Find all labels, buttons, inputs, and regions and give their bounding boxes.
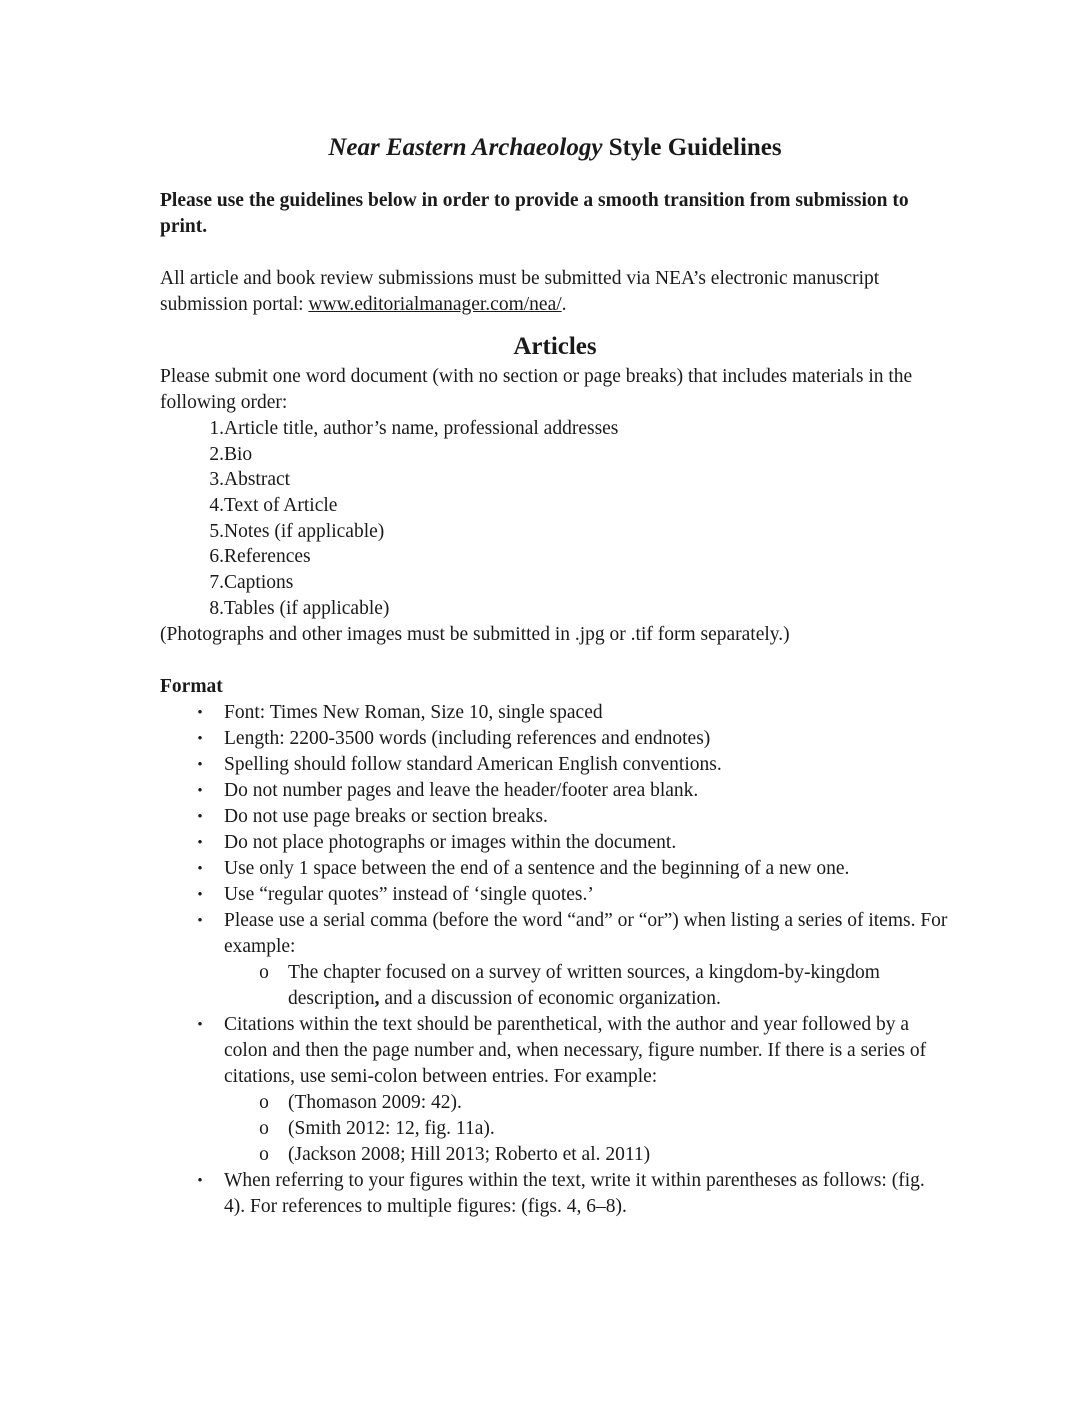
list-item: • When referring to your figures within the text, write it within parentheses as follows: (fig. 4). For references to multiple figures: (figs. 4, 6–8).	[160, 1168, 950, 1220]
list-item-text: Text of Article	[224, 495, 338, 517]
list-item: 4. Text of Article	[160, 493, 950, 519]
list-item: o (Smith 2012: 12, fig. 11a).	[224, 1116, 950, 1142]
submission-period: .	[561, 294, 567, 315]
list-item: • Font: Times New Roman, Size 10, single spaced	[160, 700, 950, 726]
circle-bullet-icon: o	[259, 1143, 269, 1165]
submission-text: All article and book review submissions must be submitted via NEA’s electronic manuscript submission portal:	[160, 268, 880, 315]
list-item: 3. Abstract	[160, 467, 950, 493]
list-item-text: Abstract	[224, 469, 291, 491]
portal-link[interactable]: www.editorialmanager.com/nea/	[308, 294, 562, 315]
list-item: • Use “regular quotes” instead of ‘single quotes.’	[160, 882, 950, 908]
bullet-icon: •	[197, 782, 203, 799]
list-item-text: Article title, author’s name, professional addresses	[224, 418, 619, 439]
list-item: 8. Tables (if applicable)	[160, 596, 950, 622]
bullet-icon: •	[197, 912, 203, 929]
articles-heading: Articles	[513, 333, 597, 360]
bullet-icon: •	[197, 834, 203, 851]
list-item: 6. References	[160, 544, 950, 570]
images-note: (Photographs and other images must be submitted in .jpg or .tif form separately.)	[160, 623, 790, 645]
list-item-text: Captions	[224, 572, 294, 594]
list-item: 5. Notes (if applicable)	[160, 519, 950, 545]
list-item: o (Jackson 2008; Hill 2013; Roberto et al. 2011)	[224, 1142, 950, 1168]
bullet-icon: •	[197, 1016, 203, 1033]
articles-lead: Please submit one word document (with no section or page breaks) that includes materials in the following order:	[160, 366, 913, 413]
submission-note	[160, 266, 950, 318]
list-item-text: References	[224, 546, 311, 568]
list-item: 7. Captions	[160, 570, 950, 596]
list-item: o The chapter focused on a survey of written sources, a kingdom-by-kingdom description, and a discussion of economic organization.	[224, 960, 950, 1012]
document-title	[160, 128, 950, 168]
bullet-icon: •	[197, 886, 203, 903]
list-item-text: Bio	[224, 443, 253, 465]
document-content	[160, 124, 950, 1220]
list-item-text: Tables (if applicable)	[224, 597, 390, 619]
list-item: • Please use a serial comma (before the word “and” or “or”) when listing a series of items. For example: o The chapter focused on a survey of written sources, a kingdom-by-kingdom description, and a discussion of economic organization.	[160, 908, 950, 1012]
submission-order-list	[160, 416, 950, 622]
list-item: • Do not number pages and leave the header/footer area blank.	[160, 778, 950, 804]
list-item: o (Thomason 2009: 42).	[224, 1090, 950, 1116]
list-item: 1. Article title, author’s name, professional addresses	[160, 416, 950, 442]
bullet-icon: •	[197, 808, 203, 825]
citation-example-list	[224, 1090, 950, 1168]
list-item: • Do not place photographs or images within the document.	[160, 830, 950, 856]
journal-name: Near Eastern Archaeology	[328, 134, 603, 161]
bullet-icon: •	[197, 704, 203, 721]
circle-bullet-icon: o	[259, 1091, 269, 1113]
format-heading: Format	[160, 675, 223, 697]
intro-notice: Please use the guidelines below in order to provide a smooth transition from submission to print.	[160, 190, 909, 237]
format-rules-list	[160, 700, 950, 1220]
circle-bullet-icon: o	[259, 1117, 269, 1139]
serial-comma-example-list	[224, 960, 950, 1012]
title-rest: Style Guidelines	[602, 134, 782, 161]
bullet-icon: •	[197, 1172, 203, 1189]
list-item: • Spelling should follow standard American English conventions.	[160, 752, 950, 778]
list-item: • Use only 1 space between the end of a sentence and the beginning of a new one.	[160, 856, 950, 882]
bullet-icon: •	[197, 756, 203, 773]
bullet-icon: •	[197, 860, 203, 877]
list-item: • Do not use page breaks or section breaks.	[160, 804, 950, 830]
list-item: 2. Bio	[160, 442, 950, 468]
bullet-icon: •	[197, 730, 203, 747]
list-item-text: Notes (if applicable)	[224, 520, 385, 542]
list-item: • Citations within the text should be parenthetical, with the author and year followed by a colon and then the page number and, when necessary, figure number. If there is a series of citations, use semi-colon between entries. For example: o (Thomason 2009: 42). o (Smith 2012: 12, fig. 11a). o (Jackson 2008; Hill 2013; Roberto et al. 2011)	[160, 1012, 950, 1168]
circle-bullet-icon: o	[259, 961, 269, 983]
list-item: • Length: 2200-3500 words (including references and endnotes)	[160, 726, 950, 752]
